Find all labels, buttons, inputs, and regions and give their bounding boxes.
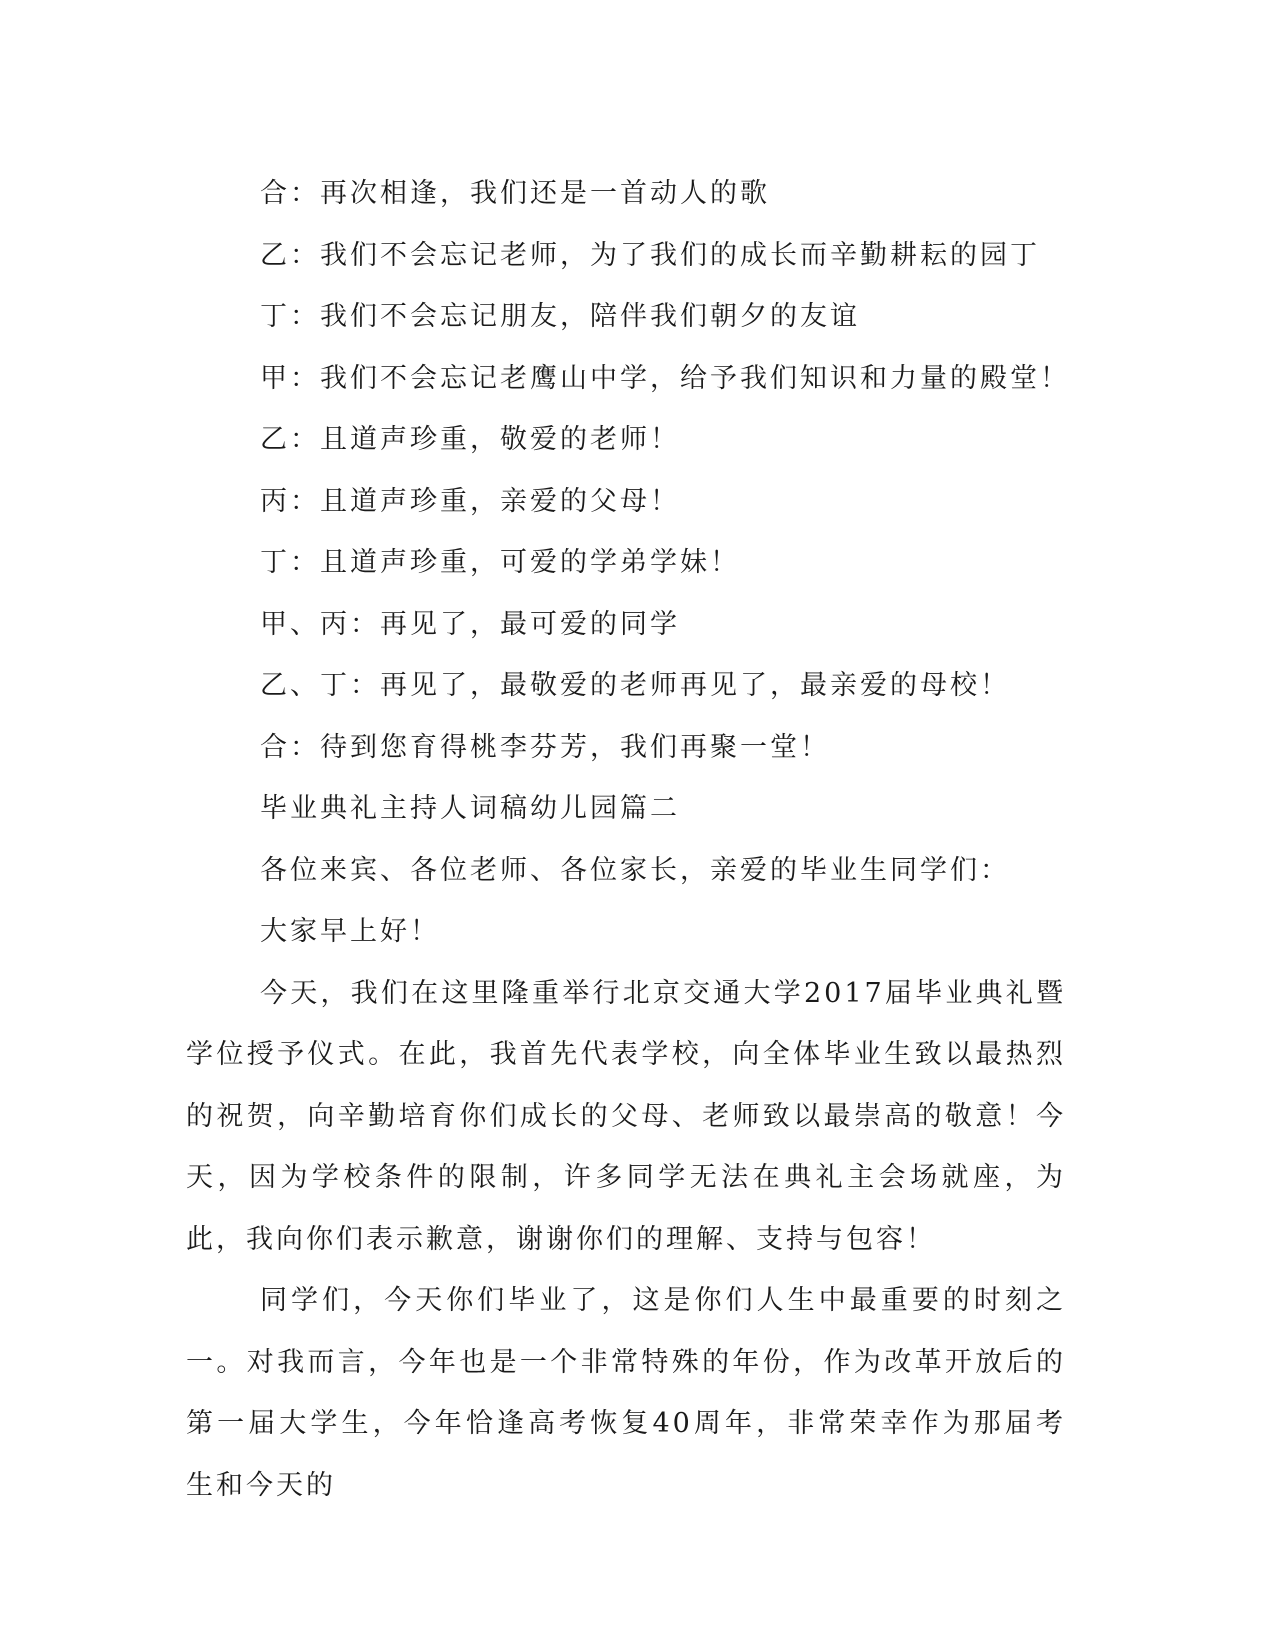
section-title: 毕业典礼主持人词稿幼儿园篇二 bbox=[260, 793, 680, 824]
salutation: 各位来宾、各位老师、各位家长，亲爱的毕业生同学们： bbox=[260, 854, 1010, 886]
dialogue-line: 合：再次相逢，我们还是一首动人的歌 bbox=[260, 178, 770, 209]
dialogue-line: 丙：且道声珍重，亲爱的父母！ bbox=[260, 485, 680, 517]
dialogue-line: 甲：我们不会忘记老鹰山中学，给予我们知识和力量的殿堂！ bbox=[260, 362, 1070, 394]
dialogue-line: 乙：且道声珍重，敬爱的老师！ bbox=[260, 424, 680, 455]
dialogue-line: 乙：我们不会忘记老师，为了我们的成长而辛勤耕耘的园丁 bbox=[260, 239, 1040, 271]
body-paragraph-1: 今天，我们在这里隆重举行北京交通大学2017届毕业典礼暨学位授予仪式。在此，我首先代表学校，向全体毕业生致以最热烈的祝贺，向辛勤培育你们成长的父母、老师致以最崇高的敬意！今天，因为学校条件的限制，许多同学无法在典礼主会场就座，为此，我向你们表示歉意，谢谢你们的理解、支持与包容！ bbox=[186, 977, 1066, 1255]
greeting: 大家早上好！ bbox=[260, 916, 440, 947]
body-paragraph-2: 同学们，今天你们毕业了，这是你们人生中最重要的时刻之一。对我而言，今年也是一个非常特殊的年份，作为改革开放后的第一届大学生，今年恰逢高考恢复40周年，非常荣幸作为那届考生和今天的 bbox=[186, 1285, 1066, 1501]
dialogue-line: 丁：且道声珍重，可爱的学弟学妹！ bbox=[260, 547, 740, 578]
document-body bbox=[186, 163, 1070, 1516]
dialogue-line: 甲、丙：再见了，最可爱的同学 bbox=[260, 608, 680, 640]
dialogue-line: 丁：我们不会忘记朋友，陪伴我们朝夕的友谊 bbox=[260, 301, 860, 332]
dialogue-line: 乙、丁：再见了，最敬爱的老师再见了，最亲爱的母校！ bbox=[260, 670, 1010, 701]
dialogue-line: 合：待到您育得桃李芬芳，我们再聚一堂！ bbox=[260, 731, 830, 763]
